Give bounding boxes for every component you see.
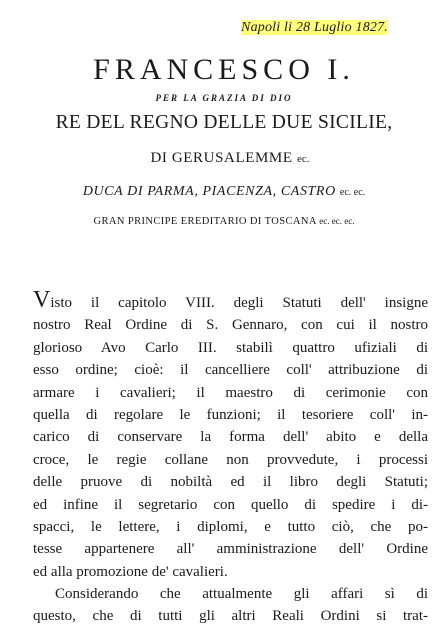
body-line-13: ed alla promozione de' cavalieri. <box>33 563 228 580</box>
body-line-4: esso ordine; cioè: il cancelliere coll' attribuzione di <box>33 362 428 379</box>
body-line-1-text: isto il capitolo VIII. degli Statuti dell' insigne <box>50 295 428 311</box>
decree-body <box>33 287 428 628</box>
grace-line: PER LA GRAZIA DI DIO <box>155 93 293 103</box>
duke-ec: ec. ec. <box>339 187 366 198</box>
body-line-2: nostro Real Ordine di S. Gennaro, con cui il nostro <box>33 317 428 334</box>
prince-ec: ec. ec. ec. <box>319 216 355 226</box>
king-title: RE DEL REGNO DELLE DUE SICILIE, <box>55 112 393 133</box>
body-line-1 <box>33 287 428 314</box>
prince-text: GRAN PRINCIPE EREDITARIO DI TOSCANA <box>93 216 317 227</box>
body-line-9: delle pruove di nobiltà ed il libro degli Statuti; <box>33 474 428 491</box>
body-line-11: spacci, le lettere, i diplomi, e tutto ciò, che po- <box>33 518 428 535</box>
body-line-12: tesse appartenere all' amministrazione dell' Ordine <box>33 541 428 558</box>
jerusalem-text: DI GERUSALEMME <box>150 150 293 166</box>
para2-line-2: questo, che di tutti gli altri Reali Ordini si trat- <box>33 608 428 625</box>
para2-line-1: Considerando che attualmente gli affari sì di <box>55 586 428 603</box>
body-line-3: glorioso Avo Carlo III. stabilì quattro ufiziali di <box>33 339 428 356</box>
body-line-10: ed infine il segretario con quello di spedire i di- <box>33 496 428 513</box>
jerusalem-ec: ec. <box>297 153 310 165</box>
duke-title <box>0 184 448 200</box>
dateline-highlight: Napoli li 28 Luglio 1827. <box>241 20 388 35</box>
decree-title: FRANCESCO I. <box>93 53 355 86</box>
duke-text: DUCA DI PARMA, PIACENZA, CASTRO <box>82 184 336 199</box>
dateline <box>241 20 388 36</box>
body-line-7: carico di conservare la forma dell' abito e della <box>33 429 428 446</box>
body-line-8: croce, le regie collane non provvedute, i processi <box>33 451 428 468</box>
prince-title <box>0 216 448 227</box>
body-line-5: armare i cavalieri; il maestro di cerimonie con <box>33 384 428 401</box>
jerusalem-title <box>60 150 400 167</box>
body-line-6: quella di regolare le funzioni; il tesoriere coll' in- <box>33 406 428 423</box>
drop-cap: V <box>33 287 51 313</box>
